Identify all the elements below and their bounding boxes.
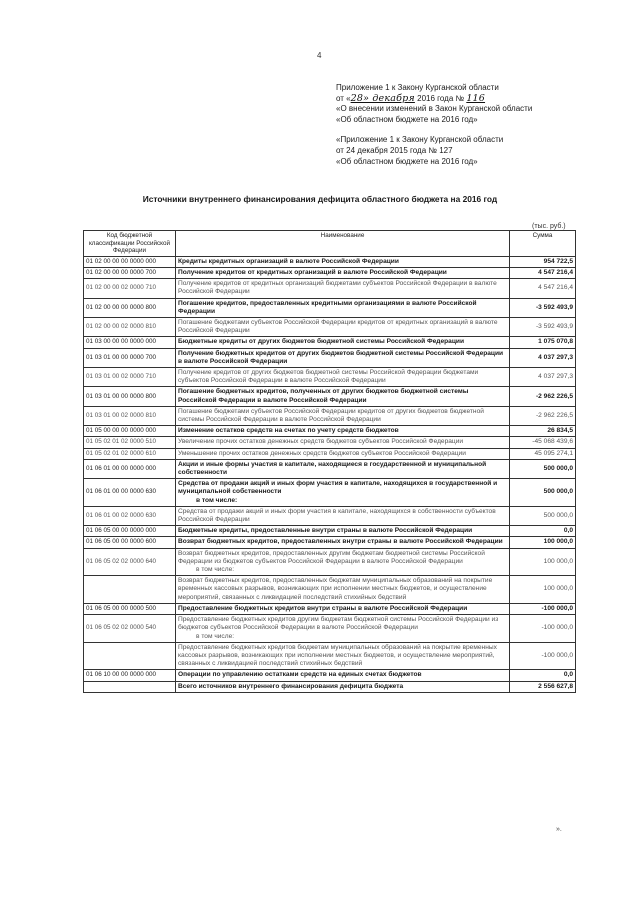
row-name (176, 681, 510, 692)
row-name (176, 437, 510, 448)
table-row (84, 437, 576, 448)
row-name (176, 459, 510, 478)
row-sum: 0,0 (510, 526, 576, 537)
row-sum: 500 000,0 (510, 506, 576, 525)
row-code: 01 06 01 00 00 0000 630 (84, 479, 176, 507)
row-name (176, 368, 510, 387)
closing-quote-mark: ». (556, 826, 562, 833)
row-name (176, 642, 510, 670)
row-sum: 4 547 216,4 (510, 279, 576, 298)
row-code: 01 02 00 00 00 0000 800 (84, 298, 176, 317)
row-name (176, 526, 510, 537)
appendix-header (336, 83, 532, 167)
row-name (176, 348, 510, 367)
appendix-line-2 (336, 94, 532, 105)
table-row (84, 337, 576, 348)
row-name-text: Получение бюджетных кредитов от других бюджетов бюджетной системы Российской Федерации в валюте Российской Федерации (178, 349, 504, 365)
row-sum: -3 592 493,9 (510, 318, 576, 337)
row-sum: -100 000,0 (510, 615, 576, 643)
row-name (176, 267, 510, 278)
row-name-text: Возврат бюджетных кредитов, предоставленных бюджетам муниципальных образований на покрытие временных кассовых разрывов, возникающих при исполнении местных бюджетов, и осуществление мероприятий, связанных с ликвидацией последствий стихийных бедствий (178, 577, 493, 601)
row-name-text: Получение кредитов от кредитных организаций в валюте Российской Федерации (178, 268, 447, 276)
appendix-line-4: «Об областном бюджете на 2016 год» (336, 114, 478, 124)
units-label: (тыс. руб.) (532, 223, 566, 230)
row-sum: 500 000,0 (510, 479, 576, 507)
row-code: 01 05 02 01 02 0000 610 (84, 448, 176, 459)
row-code: 01 06 05 00 00 0000 600 (84, 537, 176, 548)
table-row (84, 615, 576, 643)
table-row (84, 506, 576, 525)
row-sum: 2 556 627,8 (510, 681, 576, 692)
row-sum: -100 000,0 (510, 603, 576, 614)
row-sum: 26 834,5 (510, 426, 576, 437)
appendix-line-7: «Об областном бюджете на 2016 год» (336, 156, 478, 166)
header-sum: Сумма (510, 231, 576, 257)
row-name-text: Средства от продажи акций и иных форм участия в капитале, находящихся в собственности субъектов Российской Федерации (178, 507, 496, 524)
appendix-line-6: от 24 декабря 2015 года № 127 (336, 145, 453, 155)
row-note: в том числе: (196, 566, 235, 574)
table-row (84, 318, 576, 337)
table-row (84, 368, 576, 387)
row-name-text: Всего источников внутреннего финансирования дефицита бюджета (178, 682, 404, 690)
table-body (84, 256, 576, 692)
row-name-text: Бюджетные кредиты, предоставленные внутри страны в валюте Российской Федерации (178, 527, 473, 535)
appendix-line-1: Приложение 1 к Закону Курганской области (336, 83, 499, 92)
row-name (176, 406, 510, 425)
row-code: 01 02 00 00 02 0000 810 (84, 318, 176, 337)
row-code: 01 06 01 00 00 0000 000 (84, 459, 176, 478)
row-code: 01 03 01 00 02 0000 810 (84, 406, 176, 425)
table-row (84, 576, 576, 604)
row-sum: -3 592 493,9 (510, 298, 576, 317)
row-name (176, 479, 510, 507)
row-name (176, 337, 510, 348)
row-code: 01 03 00 00 00 0000 000 (84, 337, 176, 348)
row-name-text: Возврат бюджетных кредитов, предоставленных другим бюджетам бюджетной системы Российской Федерации из бюджетов субъектов Российской Федерации в валюте Российской Федерации (178, 549, 485, 565)
table-row (84, 526, 576, 537)
row-name (176, 256, 510, 267)
handwritten-law-number: 116 (466, 92, 486, 104)
row-name-text: Получение кредитов от других бюджетов бюджетной системы Российской Федерации бюджетами субъектов Российской Федерации в валюте Российской Федерации (178, 369, 479, 385)
row-code: 01 06 05 02 02 0000 540 (84, 615, 176, 643)
row-name (176, 279, 510, 298)
row-name (176, 603, 510, 614)
appendix-line-5: «Приложение 1 к Закону Курганской области (336, 135, 504, 145)
row-sum: 100 000,0 (510, 537, 576, 548)
appendix-date-mid: 2016 года № (414, 93, 465, 103)
table-row (84, 681, 576, 692)
row-name (176, 537, 510, 548)
table-row (84, 406, 576, 425)
row-sum: 4 547 216,4 (510, 267, 576, 278)
row-code: 01 05 00 00 00 0000 000 (84, 426, 176, 437)
row-name-text: Операции по управлению остатками средств на единых счетах бюджетов (178, 671, 422, 679)
row-sum: 0,0 (510, 670, 576, 681)
row-name-text: Увеличение прочих остатков денежных средств бюджетов субъектов Российской Федерации (178, 438, 464, 446)
row-sum: -2 962 226,5 (510, 406, 576, 425)
table-row (84, 448, 576, 459)
row-code: 01 03 01 00 00 0000 700 (84, 348, 176, 367)
table-row (84, 548, 576, 576)
row-name-text: Погашение бюджетами субъектов Российской Федерации кредитов от других бюджетов бюджетной системы Российской Федерации в валюте Российской Федерации (178, 407, 484, 424)
row-name-text: Изменение остатков средств на счетах по учету средств бюджетов (178, 427, 399, 435)
row-sum: 4 037 297,3 (510, 368, 576, 387)
table-row (84, 267, 576, 278)
row-name-text: Кредиты кредитных организаций в валюте Российской Федерации (178, 257, 399, 265)
table-row (84, 348, 576, 367)
row-code: 01 02 00 00 02 0000 710 (84, 279, 176, 298)
row-sum: 500 000,0 (510, 459, 576, 478)
table-row (84, 642, 576, 670)
row-name-text: Предоставление бюджетных кредитов другим бюджетам бюджетной системы Российской Федерации из бюджетов субъектов Российской Федерации в валюте Российской Федерации (178, 616, 499, 632)
table-row (84, 426, 576, 437)
row-code: 01 06 05 02 02 0000 640 (84, 548, 176, 576)
table-row (84, 537, 576, 548)
table-row (84, 459, 576, 478)
appendix-line-3: «О внесении изменений в Закон Курганской области (336, 104, 533, 114)
row-sum: 100 000,0 (510, 548, 576, 576)
row-sum: -45 068 439,6 (510, 437, 576, 448)
row-name-text: Возврат бюджетных кредитов, предоставленных внутри страны в валюте Российской Федерации (178, 538, 503, 546)
row-code: 01 06 05 00 00 0000 000 (84, 526, 176, 537)
row-name (176, 506, 510, 525)
table-row (84, 256, 576, 267)
header-name: Наименование (176, 231, 510, 257)
row-note: в том числе: (196, 496, 238, 504)
row-note: в том числе: (196, 632, 235, 640)
row-sum: 100 000,0 (510, 576, 576, 604)
row-code (84, 576, 176, 604)
row-name (176, 576, 510, 604)
table-row (84, 279, 576, 298)
row-sum: 4 037 297,3 (510, 348, 576, 367)
row-code: 01 06 10 00 00 0000 000 (84, 670, 176, 681)
row-code: 01 05 02 01 02 0000 510 (84, 437, 176, 448)
row-sum: 954 722,5 (510, 256, 576, 267)
table-header-row (84, 231, 576, 257)
row-sum: 1 075 070,8 (510, 337, 576, 348)
row-name-text: Уменьшение прочих остатков денежных средств бюджетов субъектов Российской Федерации (178, 449, 466, 457)
row-name-text: Предоставление бюджетных кредитов бюджетам муниципальных образований на покрытие временных кассовых разрывов, возникающих при исполнении местных бюджетов, и осуществление мероприятий, связанных с ликвидацией последствий стихийных бедствий (178, 643, 497, 668)
handwritten-date: 28» декабря (350, 92, 415, 104)
row-name (176, 548, 510, 576)
row-code: 01 06 05 00 00 0000 500 (84, 603, 176, 614)
row-name (176, 448, 510, 459)
row-name-text: Средства от продажи акций и иных форм участия в капитале, находящихся в государственной и муниципальной собственности (178, 480, 498, 496)
row-code: 01 06 01 00 02 0000 630 (84, 506, 176, 525)
header-code: Код бюджетной классификации Российской Федерации (84, 231, 176, 257)
row-name (176, 318, 510, 337)
row-sum: -2 962 226,5 (510, 387, 576, 406)
row-code: 01 02 00 00 00 0000 000 (84, 256, 176, 267)
financing-sources-table (83, 230, 576, 693)
row-name-text: Получение кредитов от кредитных организаций бюджетами субъектов Российской Федерации в валюте Российской Федерации (178, 280, 497, 296)
table-row (84, 387, 576, 406)
row-name-text: Предоставление бюджетных кредитов внутри страны в валюте Российской Федерации (178, 604, 468, 612)
row-name-text: Бюджетные кредиты от других бюджетов бюджетной системы Российской Федерации (178, 338, 464, 346)
row-name (176, 615, 510, 643)
row-name (176, 298, 510, 317)
page-number: 4 (317, 51, 322, 60)
row-code: 01 03 01 00 00 0000 800 (84, 387, 176, 406)
row-name (176, 670, 510, 681)
row-sum: 45 095 274,1 (510, 448, 576, 459)
row-name-text: Погашение кредитов, предоставленных кредитными организациями в валюте Российской Федерации (178, 299, 477, 315)
document-title: Источники внутреннего финансирования дефицита областного бюджета на 2016 год (142, 194, 498, 204)
table-row (84, 298, 576, 317)
row-code (84, 681, 176, 692)
row-name (176, 387, 510, 406)
row-code (84, 642, 176, 670)
row-code: 01 03 01 00 02 0000 710 (84, 368, 176, 387)
table-row (84, 479, 576, 507)
table-row (84, 670, 576, 681)
appendix-date-prefix: от « (336, 93, 351, 103)
row-code: 01 02 00 00 00 0000 700 (84, 267, 176, 278)
row-name-text: Погашение бюджетных кредитов, полученных от других бюджетов бюджетной системы Российской Федерации в валюте Российской Федерации (178, 388, 469, 404)
row-name-text: Погашение бюджетами субъектов Российской Федерации кредитов от кредитных организаций в валюте Российской Федерации (178, 319, 498, 335)
row-name (176, 426, 510, 437)
table-row (84, 603, 576, 614)
row-sum: -100 000,0 (510, 642, 576, 670)
row-name-text: Акции и иные формы участия в капитале, находящиеся в государственной и муниципальной собственности (178, 460, 487, 477)
